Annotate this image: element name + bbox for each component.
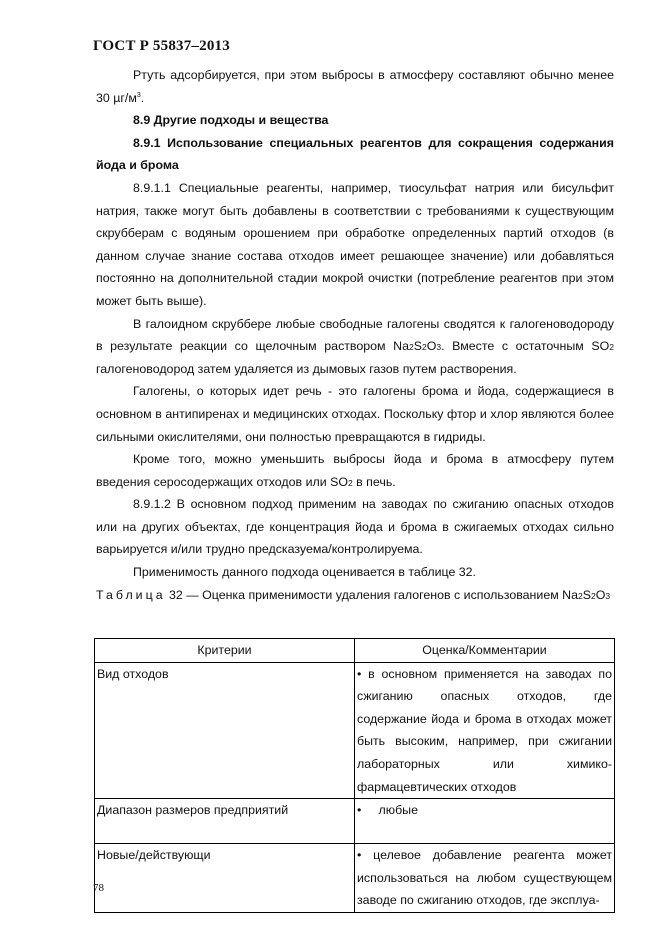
page-number: 78 <box>93 882 104 894</box>
table-row <box>95 844 615 913</box>
paragraph: В галоидном скруббере любые свободные галогены сводятся к галогеноводороду в результате реакции со щелочным раствором Na2S2O3. Вместе с остаточным SO2 галогеноводород затем удаляется из дымовых газов путем растворения. <box>96 316 614 376</box>
paragraph: 8.9.1.2 В основном подход применим на заводах по сжиганию опасных отходов или на других объектах, где концентрация йода и брома в сжигаемых отходах сильно варьируется и/или трудно предсказуема/контролируема. <box>96 497 614 557</box>
applicability-table <box>94 638 615 913</box>
paragraph: Применимость данного подхода оценивается в таблице 32. <box>133 565 477 580</box>
table-row <box>95 799 615 844</box>
paragraph: 8.9.1.1 Специальные реагенты, например, тиосульфат натрия или бисульфит натрия, также могут быть добавлены в соответствии с требованиями к существующим скрубберам с водяным орошением при обработке определенных партий отходов (в данном случае знание состава отходов имеет решающее значение) или добавляться постоянно на дополнительной стадии мокрой очистки (потребление реагентов при этом может быть выше). <box>96 180 614 308</box>
column-header: Критерии <box>95 639 355 663</box>
section-heading: 8.9 Другие подходы и вещества <box>133 113 329 128</box>
document-header: ГОСТ Р 55837–2013 <box>93 38 230 54</box>
column-header: Оценка/Комментарии <box>355 639 615 663</box>
subsection-heading: 8.9.1 Использование специальных реагентов для сокращения содержания йода и брома <box>96 135 614 173</box>
paragraph: Кроме того, можно уменьшить выбросы йода и брома в атмосферу путем введения серосодержащих отходов или SO2 в печь. <box>96 452 614 489</box>
table-cell: • целевое добавление реагента может использоваться на любом существующем заводе по сжиганию отходов, где эксплуа- <box>355 844 615 913</box>
table-row <box>95 662 615 799</box>
table-caption: Таблица 32 — Оценка применимости удаления галогенов с использованием Na2S2O3 <box>96 587 611 602</box>
table-header-row <box>95 639 615 663</box>
table-cell: • в основном применяется на заводах по сжиганию опасных отходов, где содержание йода и брома в отходах может быть высоким, например, при сжигании лабораторных или химико-фармацевтических отходов <box>355 662 615 799</box>
paragraph: Галогены, о которых идет речь - это галогены брома и йода, содержащиеся в основном в антипиренах и медицинских отходах. Поскольку фтор и хлор являются более сильными окислителями, они полностью превращаются в гидриды. <box>96 384 614 444</box>
table-cell: • любые <box>355 799 615 844</box>
table-cell: Вид отходов <box>95 662 355 799</box>
table-cell: Новые/действующи <box>95 844 355 913</box>
body-text <box>96 64 614 606</box>
paragraph: Ртуть адсорбируется, при этом выбросы в атмосферу составляют обычно менее 30 $\mu г/м^3$. <box>96 68 614 105</box>
table-cell: Диапазон размеров предприятий <box>95 799 355 844</box>
